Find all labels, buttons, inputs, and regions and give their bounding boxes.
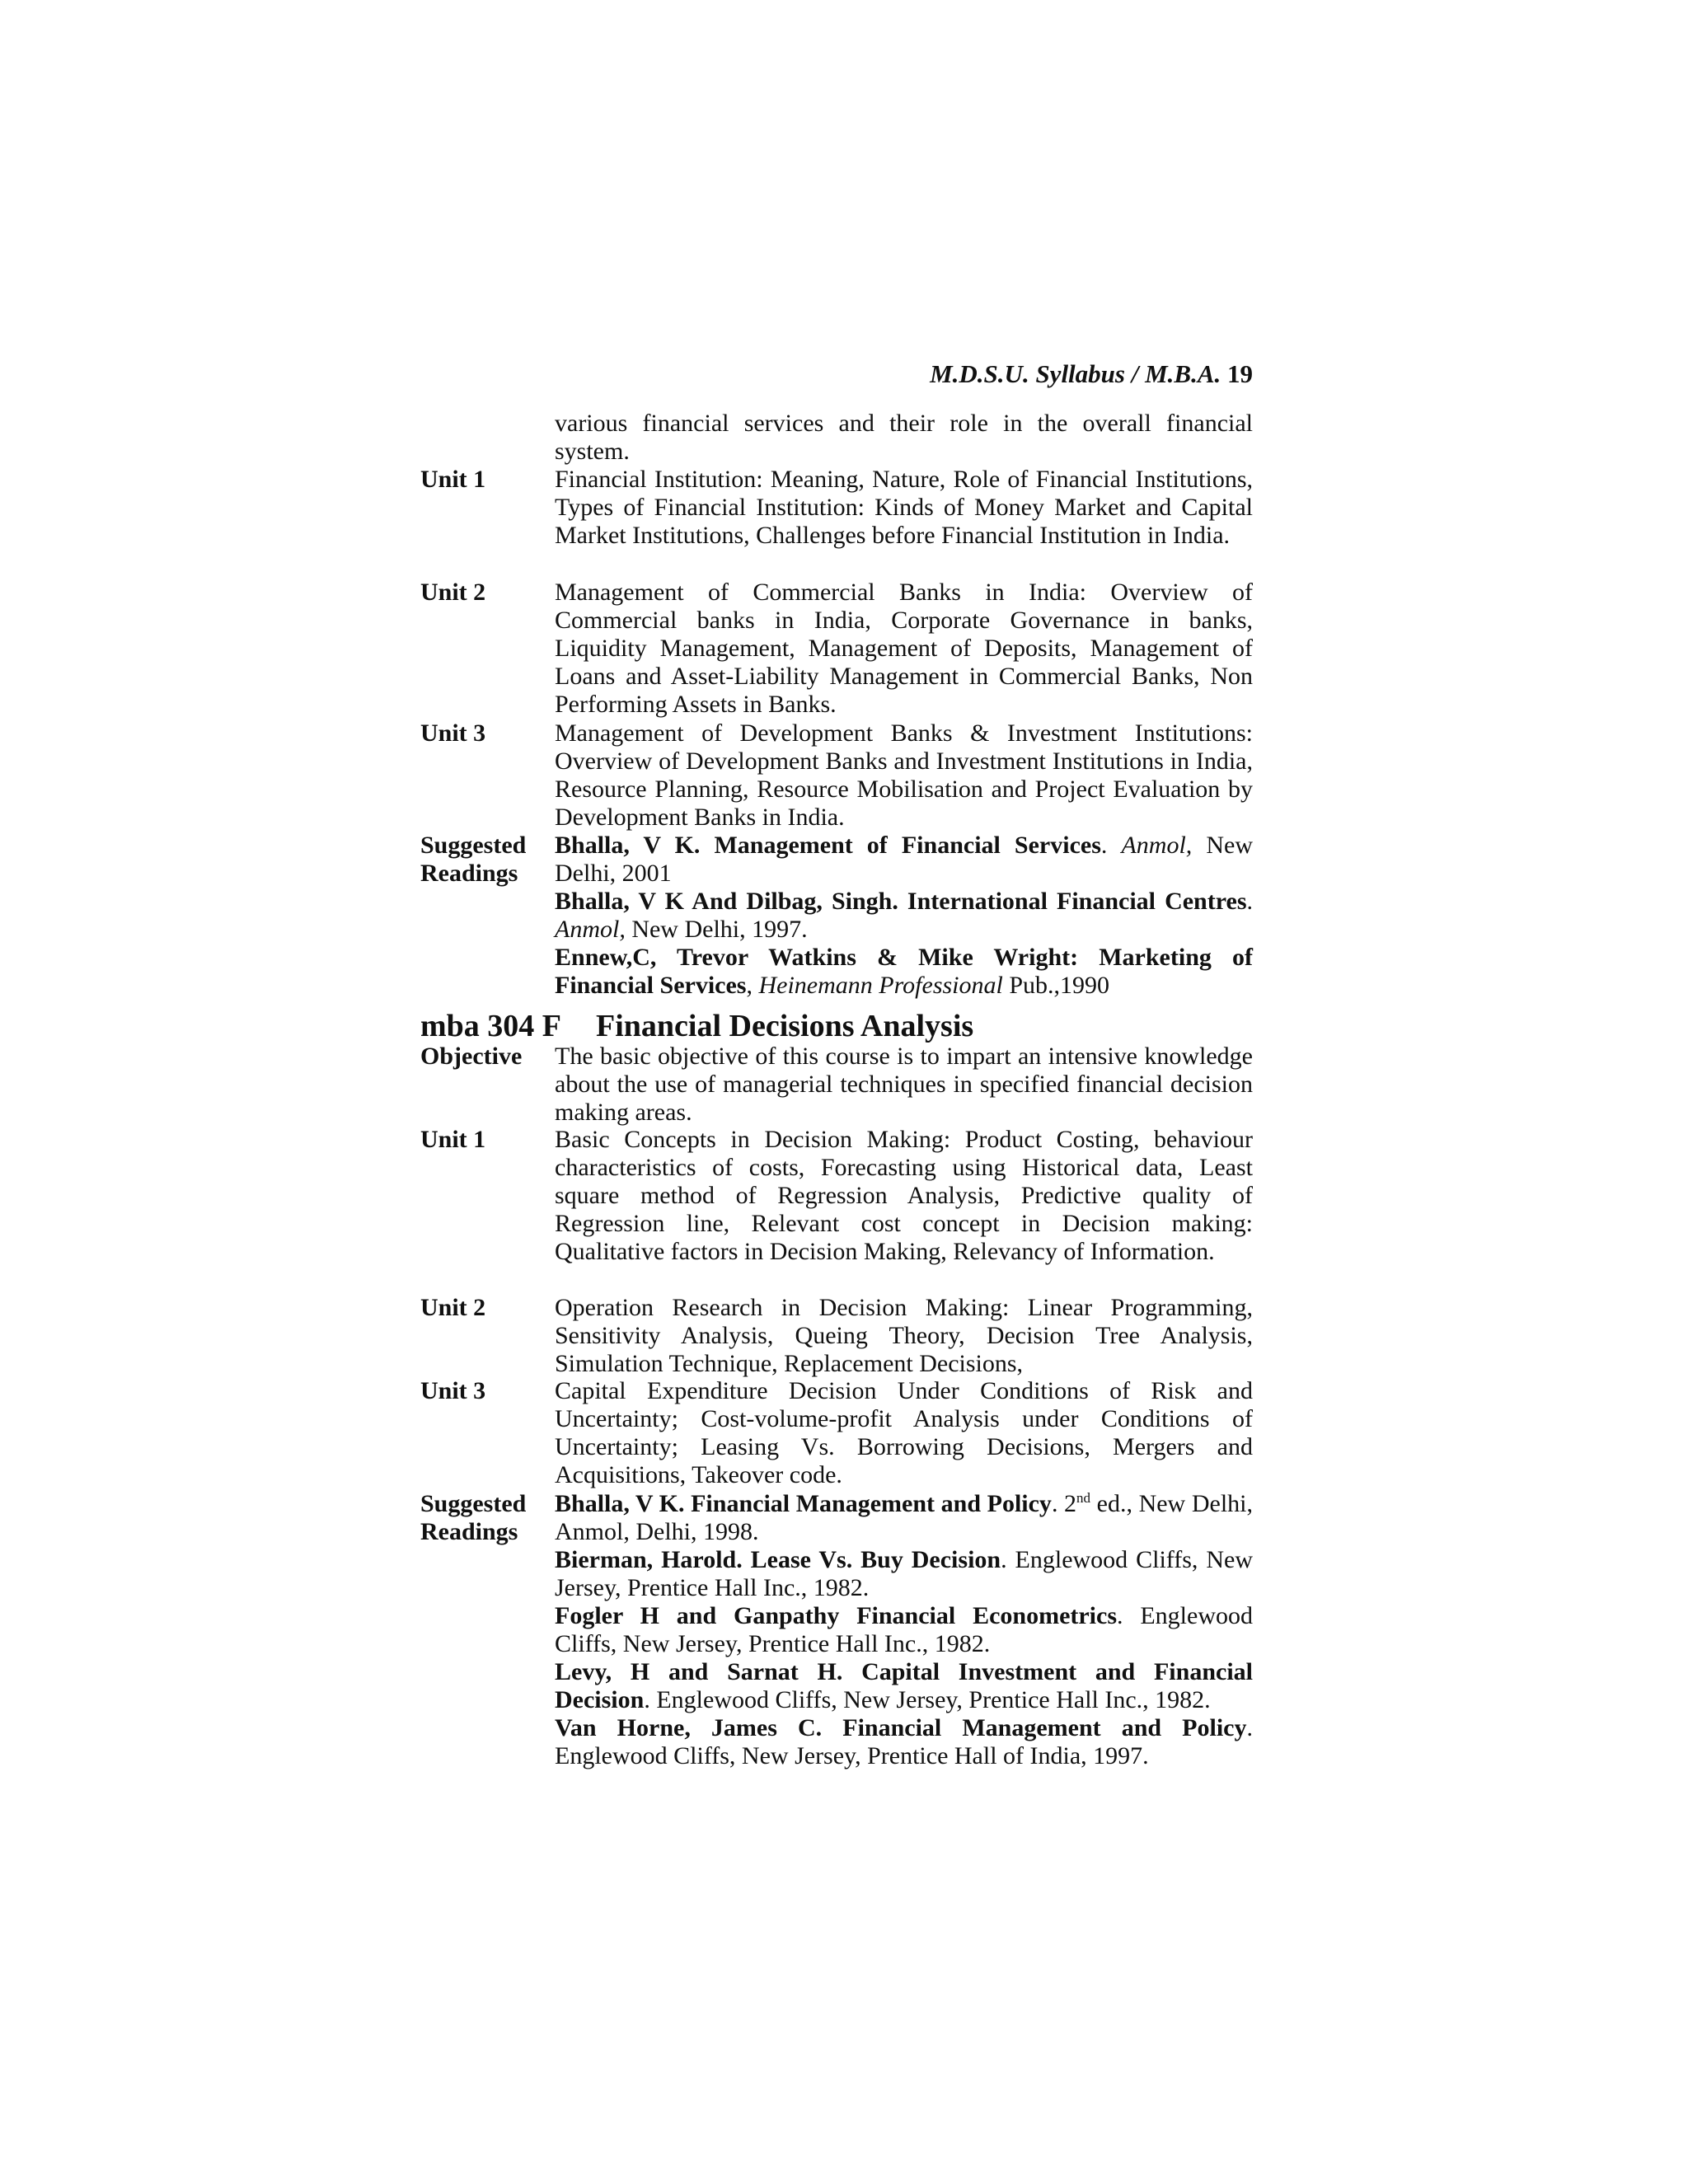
unit-label: Unit 2	[420, 1294, 486, 1321]
reading-item: Van Horne, James C. Financial Management and Policy. Englewood Cliffs, New Jersey, Prentice Hall of India, 1997.	[555, 1714, 1253, 1769]
course-title: Financial Decisions Analysis	[596, 1009, 974, 1043]
unit-label: Unit 3	[420, 1377, 486, 1404]
readings-list	[555, 832, 1253, 1000]
objective-text: The basic objective of this course is to impart an intensive knowledge about the use of managerial techniques in specified financial decision making areas.	[555, 1043, 1253, 1126]
course-heading	[420, 1008, 1253, 1044]
unit-label: Unit 1	[420, 1126, 486, 1153]
page-number: 19	[1227, 359, 1253, 388]
unit-text: Management of Commercial Banks in India: Overview of Commercial banks in India, Corporate Governance in banks, Liquidity Management, Management of Deposits, Management of Loans and Asset-Liability Management in Commercial Banks, Non Performing Assets in Banks.	[555, 579, 1253, 718]
readings-list	[555, 1490, 1253, 1770]
readings-label: Suggested Readings	[420, 1490, 527, 1545]
running-header	[824, 358, 1253, 391]
unit-label: Unit 1	[420, 466, 486, 493]
unit-text: Capital Expenditure Decision Under Conditions of Risk and Uncertainty; Cost-volume-profit Analysis under Conditions of Uncertainty; Leasing Vs. Borrowing Decisions, Mergers and Acquisitions, Takeover code.	[555, 1377, 1253, 1488]
readings-label: Suggested Readings	[420, 832, 527, 887]
unit-label: Unit 2	[420, 579, 486, 606]
reading-item: Bierman, Harold. Lease Vs. Buy Decision. Englewood Cliffs, New Jersey, Prentice Hall Inc., 1982.	[555, 1546, 1253, 1601]
reading-item: Levy, H and Sarnat H. Capital Investment and Financial Decision. Englewood Cliffs, New Jersey, Prentice Hall Inc., 1982.	[555, 1658, 1253, 1713]
unit-text: Management of Development Banks & Investment Institutions: Overview of Development Banks and Investment Institutions in India, Resource Planning, Resource Mobilisation and Project Evaluation by Development Banks in India.	[555, 719, 1253, 831]
unit-text: Basic Concepts in Decision Making: Product Costing, behaviour characteristics of costs, Forecasting using Historical data, Least square method of Regression Analysis, Predictive quality of Regression line, Relevant cost concept in Decision making: Qualitative factors in Decision Making, Relevancy of Information.	[555, 1126, 1253, 1265]
reading-item: Bhalla, V K And Dilbag, Singh. International Financial Centres. Anmol, New Delhi, 1997.	[555, 888, 1253, 943]
continuation-text: various financial services and their role in the overall financial system.	[555, 410, 1253, 465]
reading-item: Bhalla, V K. Management of Financial Services. Anmol, New Delhi, 2001	[555, 832, 1253, 887]
unit-text: Operation Research in Decision Making: Linear Programming, Sensitivity Analysis, Queing Theory, Decision Tree Analysis, Simulation Technique, Replacement Decisions,	[555, 1294, 1253, 1377]
reading-item: Bhalla, V K. Financial Management and Policy. 2nd ed., New Delhi, Anmol, Delhi, 1998.	[555, 1490, 1253, 1545]
reading-item: Ennew,C, Trevor Watkins & Mike Wright: Marketing of Financial Services, Heinemann Professional Pub.,1990	[555, 944, 1253, 999]
reading-item: Fogler H and Ganpathy Financial Econometrics. Englewood Cliffs, New Jersey, Prentice Hall Inc., 1982.	[555, 1602, 1253, 1657]
objective-label: Objective	[420, 1043, 523, 1070]
unit-label: Unit 3	[420, 719, 486, 747]
course-code: mba 304 F	[420, 1009, 561, 1043]
unit-text: Financial Institution: Meaning, Nature, Role of Financial Institutions, Types of Financial Institution: Kinds of Money Market and Capital Market Institutions, Challenges before Financial Institution in India.	[555, 466, 1253, 549]
header-title: M.D.S.U. Syllabus / M.B.A.	[930, 359, 1221, 388]
